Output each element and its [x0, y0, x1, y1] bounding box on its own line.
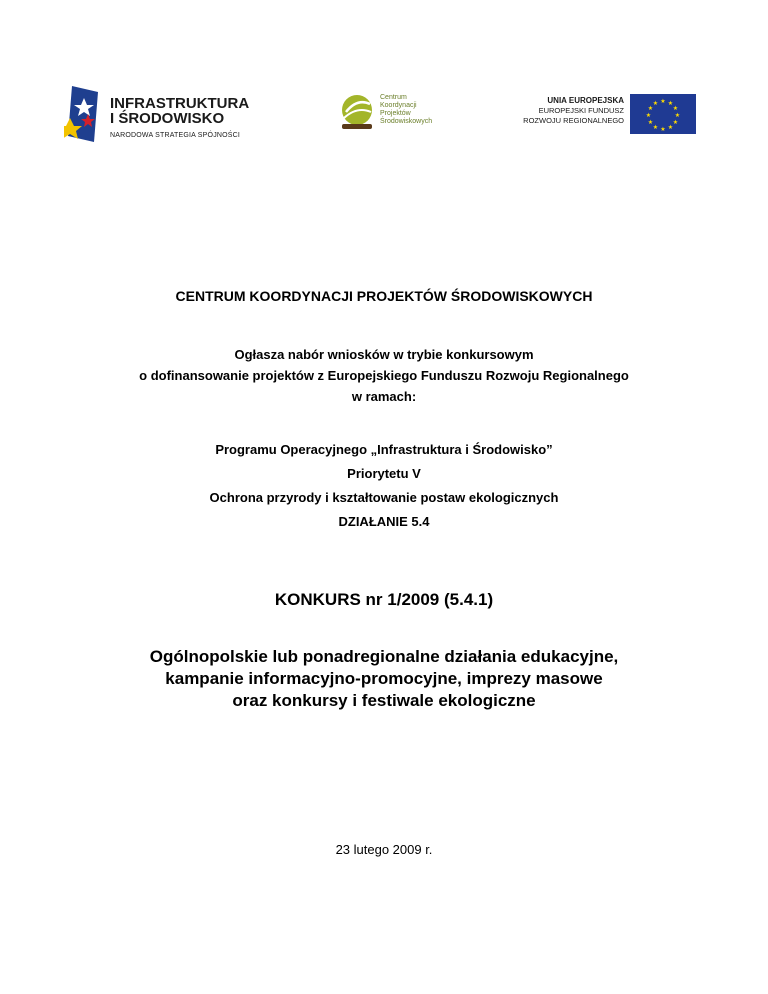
eu-flag-icon — [630, 94, 696, 134]
svg-text:★: ★ — [672, 119, 679, 126]
svg-text:★: ★ — [672, 105, 679, 112]
issuer-heading: CENTRUM KOORDYNACJI PROJEKTÓW ŚRODOWISKOWYCH — [175, 288, 593, 304]
ckps-line: Środowiskowych — [380, 118, 433, 125]
svg-text:★: ★ — [645, 112, 652, 119]
program-block — [0, 440, 768, 536]
ckps-line: Projektów — [380, 110, 411, 117]
logo-line-1: INFRASTRUKTURA — [110, 95, 250, 112]
svg-text:★: ★ — [660, 126, 666, 133]
ckps-wordmark — [380, 94, 432, 126]
announcement-line-1: Ogłasza nabór wniosków w trybie konkursowym — [234, 347, 534, 362]
eu-title: UNIA EUROPEJSKA — [547, 96, 624, 105]
infrastruktura-logo — [64, 84, 264, 144]
eu-wordmark — [523, 96, 624, 126]
ckps-line: Centrum — [380, 94, 407, 101]
subject-line-3: oraz konkursy i festiwale ekologiczne — [232, 691, 536, 710]
svg-text:★: ★ — [667, 100, 674, 107]
eu-logo — [520, 94, 696, 134]
flag-stars-icon — [64, 84, 108, 146]
program-name: Programu Operacyjnego „Infrastruktura i Środowisko” — [215, 442, 553, 457]
svg-text:★: ★ — [647, 105, 654, 112]
eu-line-3: ROZWOJU REGIONALNEGO — [523, 116, 624, 125]
ckps-logo — [338, 92, 458, 132]
logo-line-2: I ŚRODOWISKO — [110, 110, 225, 127]
svg-text:★: ★ — [647, 119, 654, 126]
priority-name: Ochrona przyrody i kształtowanie postaw ekologicznych — [209, 490, 559, 505]
announcement — [0, 344, 768, 407]
infrastruktura-wordmark — [110, 96, 249, 143]
logo-line-3: NARODOWA STRATEGIA SPÓJNOŚCI — [110, 132, 241, 139]
leaf-globe-icon — [338, 92, 378, 132]
svg-text:★: ★ — [667, 124, 674, 131]
document-date: 23 lutego 2009 r. — [335, 842, 433, 857]
eu-line-2: EUROPEJSKI FUNDUSZ — [538, 106, 624, 115]
announcement-line-3: w ramach: — [351, 389, 417, 404]
svg-text:★: ★ — [660, 98, 666, 105]
svg-text:★: ★ — [674, 112, 681, 119]
action: DZIAŁANIE 5.4 — [338, 514, 430, 529]
ckps-line: Koordynacji — [380, 102, 417, 109]
svg-text:★: ★ — [652, 124, 659, 131]
announcement-line-2: o dofinansowanie projektów z Europejskiego Funduszu Rozwoju Regionalnego — [139, 368, 629, 383]
logo-row — [0, 80, 768, 150]
priority: Priorytetu V — [347, 466, 421, 481]
svg-text:★: ★ — [652, 100, 659, 107]
subject-line-1: Ogólnopolskie lub ponadregionalne działania edukacyjne, — [149, 647, 619, 666]
contest-title: KONKURS nr 1/2009 (5.4.1) — [274, 590, 494, 609]
contest-subject — [0, 646, 768, 712]
subject-line-2: kampanie informacyjno-promocyjne, imprezy masowe — [165, 669, 603, 688]
